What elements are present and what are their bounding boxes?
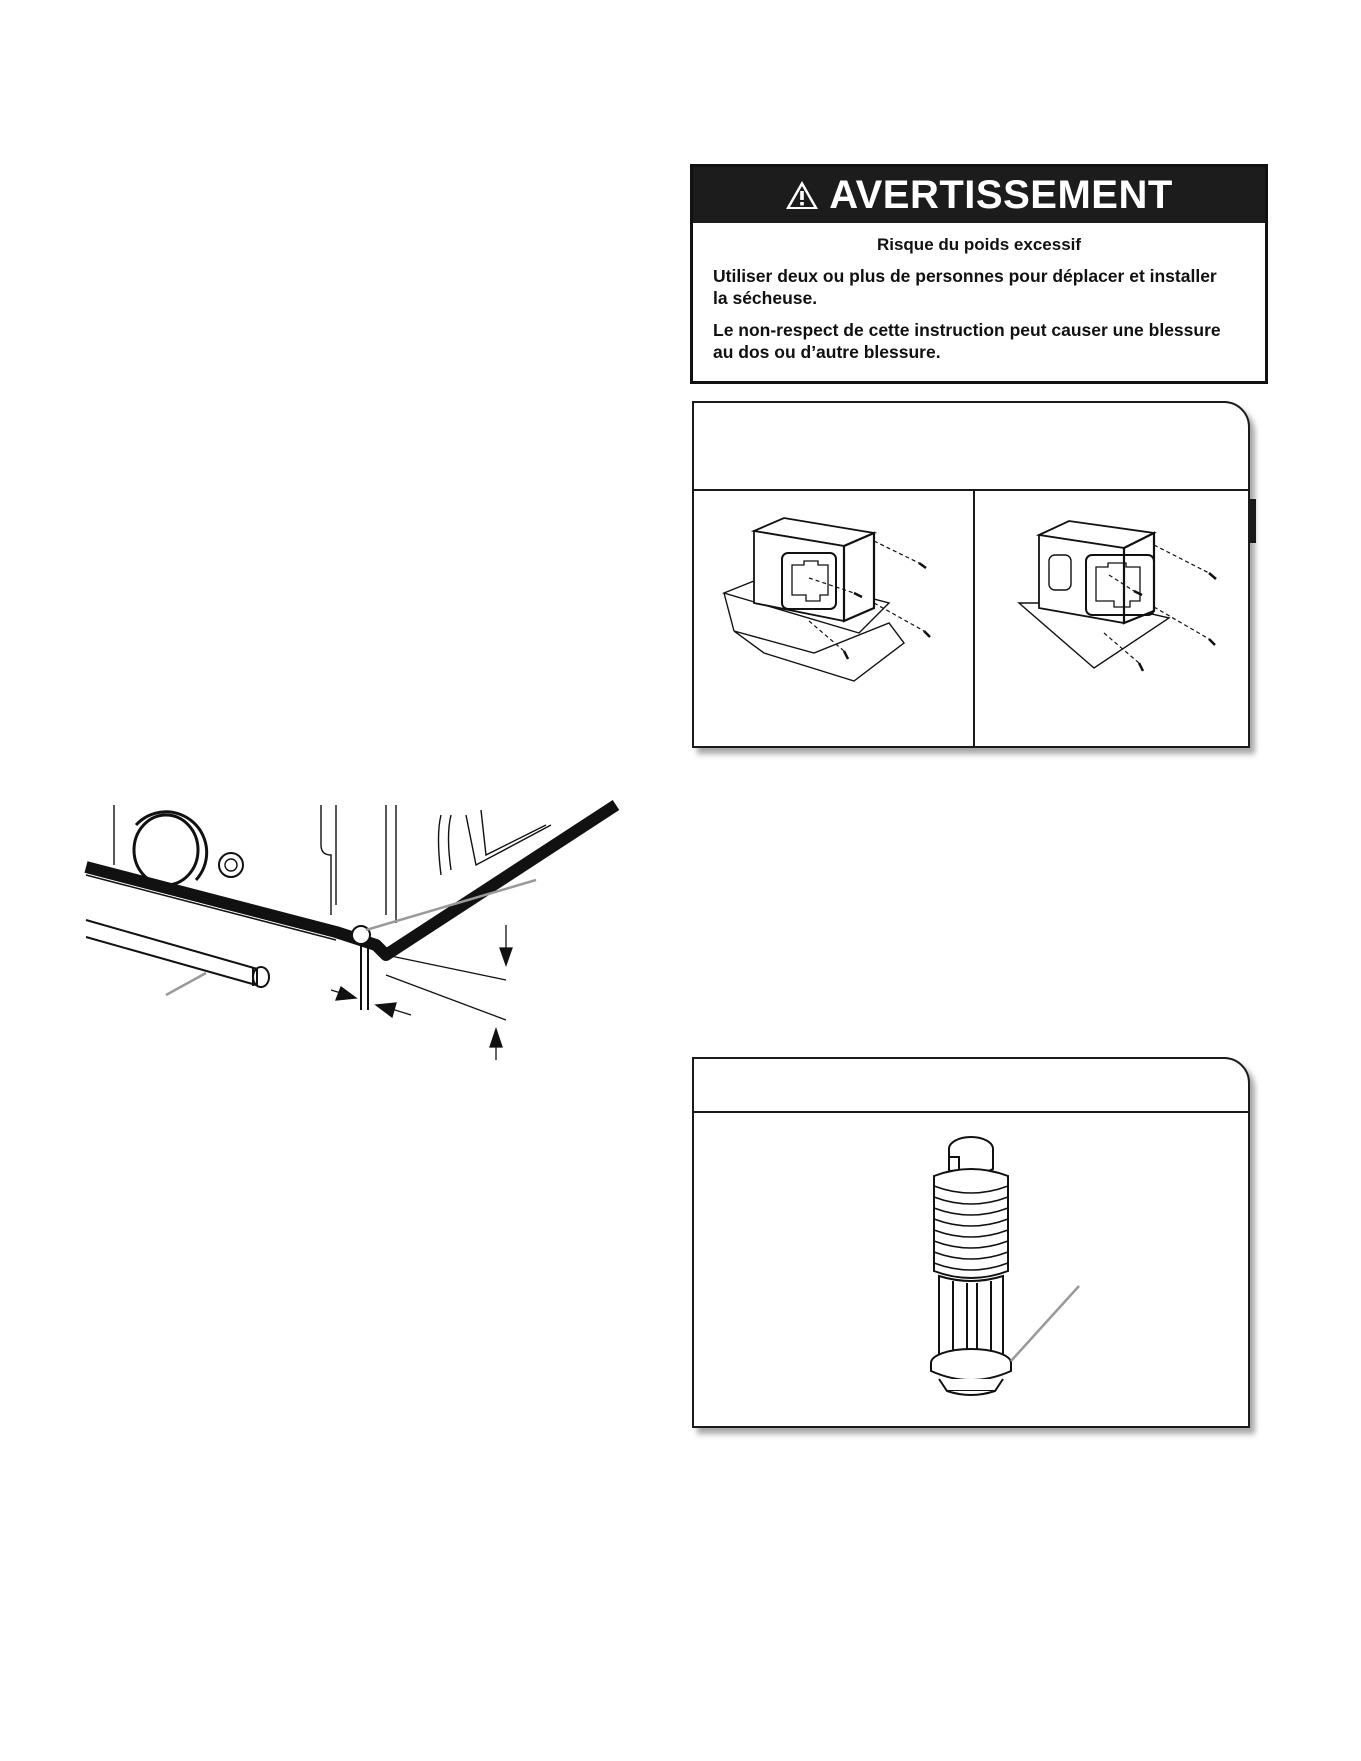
- panel-divider: [694, 489, 1248, 491]
- leveling-foot-panel: [692, 1057, 1250, 1428]
- dryer-on-cardboard-right-illustration: [994, 513, 1234, 713]
- warning-triangle-icon: [785, 179, 819, 211]
- warning-consequence: Le non-respect de cette instruction peut causer une blessure au dos ou d’autre blessure.: [713, 320, 1221, 362]
- warning-box: [690, 164, 1268, 384]
- shipping-illustration-panel: [692, 401, 1250, 748]
- leveling-foot-illustration: [919, 1131, 1119, 1421]
- warning-subtitle: Risque du poids excessif: [876, 235, 1082, 254]
- panel-divider-vertical: [973, 489, 975, 746]
- dryer-on-cardboard-left-illustration: [714, 513, 954, 713]
- panel-divider: [694, 1111, 1248, 1113]
- warning-header: [693, 167, 1265, 223]
- dryer-base-leg-illustration: [86, 805, 626, 1065]
- panel-tab: [1249, 499, 1256, 543]
- warning-instruction: Utiliser deux ou plus de personnes pour déplacer et installer la sécheuse.: [713, 266, 1217, 308]
- warning-title: AVERTISSEMENT: [829, 172, 1173, 217]
